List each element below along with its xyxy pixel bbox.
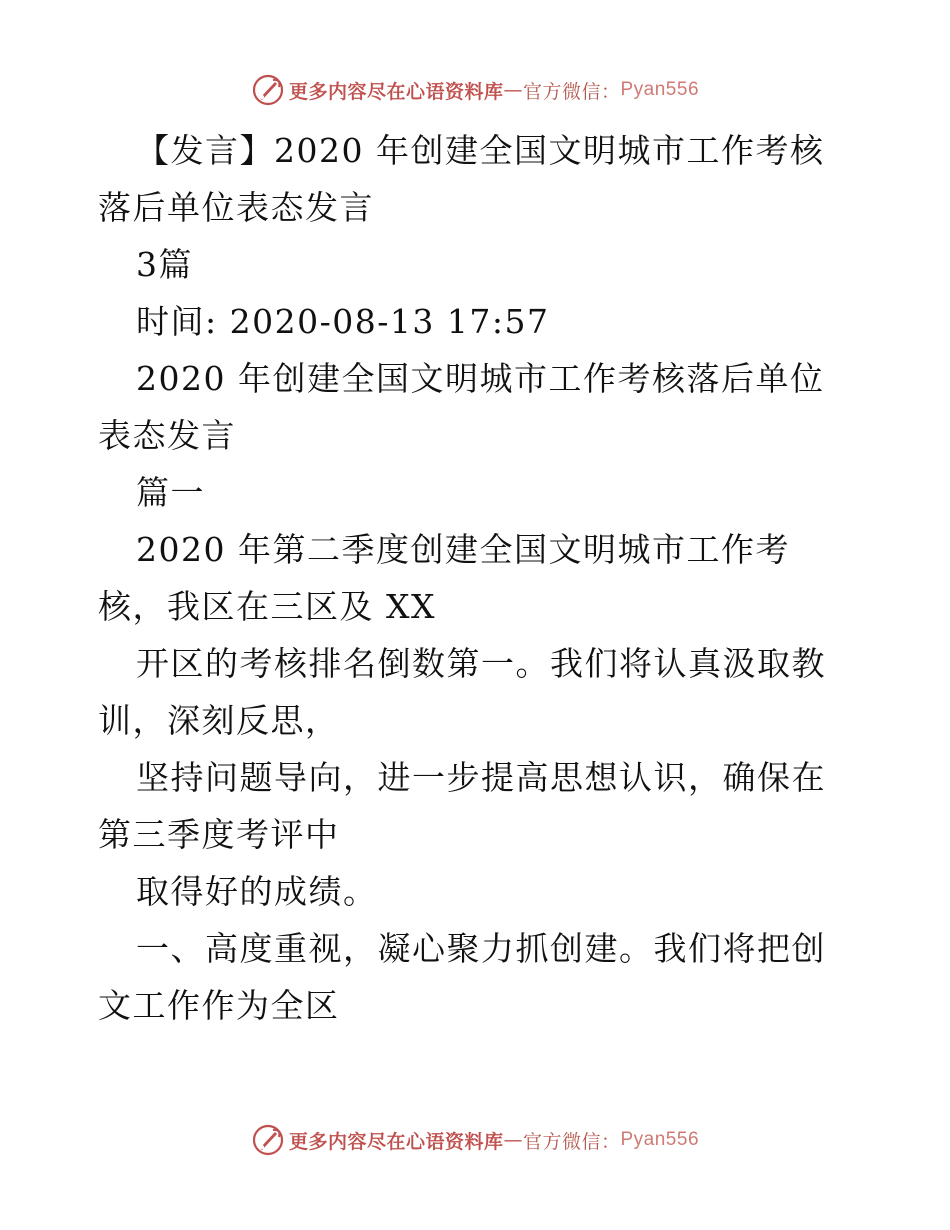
watermark-label: 官方微信： [522,80,621,103]
header-watermark [0,70,950,110]
watermark-account: Pyan556 [620,1129,700,1150]
section-heading: 篇一 [136,473,205,512]
body-paragraph: 一、高度重视，凝心聚力抓创建。我们将把创文工作作为全区 [98,929,826,1025]
watermark-brand: 更多内容尽在心语资料库 [288,80,504,103]
body-paragraph: 开区的考核排名倒数第一。我们将认真汲取教训，深刻反思， [98,644,826,740]
watermark-label: 官方微信： [522,1130,621,1153]
watermark-separator: — [503,1129,523,1151]
document-timestamp: 时间: 2020-08-13 17:57 [136,302,550,341]
watermark-brand: 更多内容尽在心语资料库 [288,1130,504,1153]
body-paragraph: 2020 年第二季度创建全国文明城市工作考核，我区在三区及 XX [98,530,790,626]
body-paragraph: 取得好的成绩。 [136,872,378,911]
watermark-account: Pyan556 [620,79,700,100]
document-body [98,122,858,1034]
body-paragraph: 坚持问题导向，进一步提高思想认识，确保在第三季度考评中 [98,758,826,854]
quill-pen-logo-icon [251,73,285,107]
quill-pen-logo-icon [251,1123,285,1157]
document-piece-count: 3篇 [136,245,193,284]
watermark-separator: — [503,79,523,101]
document-subtitle: 2020 年创建全国文明城市工作考核落后单位表态发言 [98,359,825,455]
document-title: 【发言】2020 年创建全国文明城市工作考核落后单位表态发言 [98,131,825,227]
footer-watermark [0,1120,950,1160]
